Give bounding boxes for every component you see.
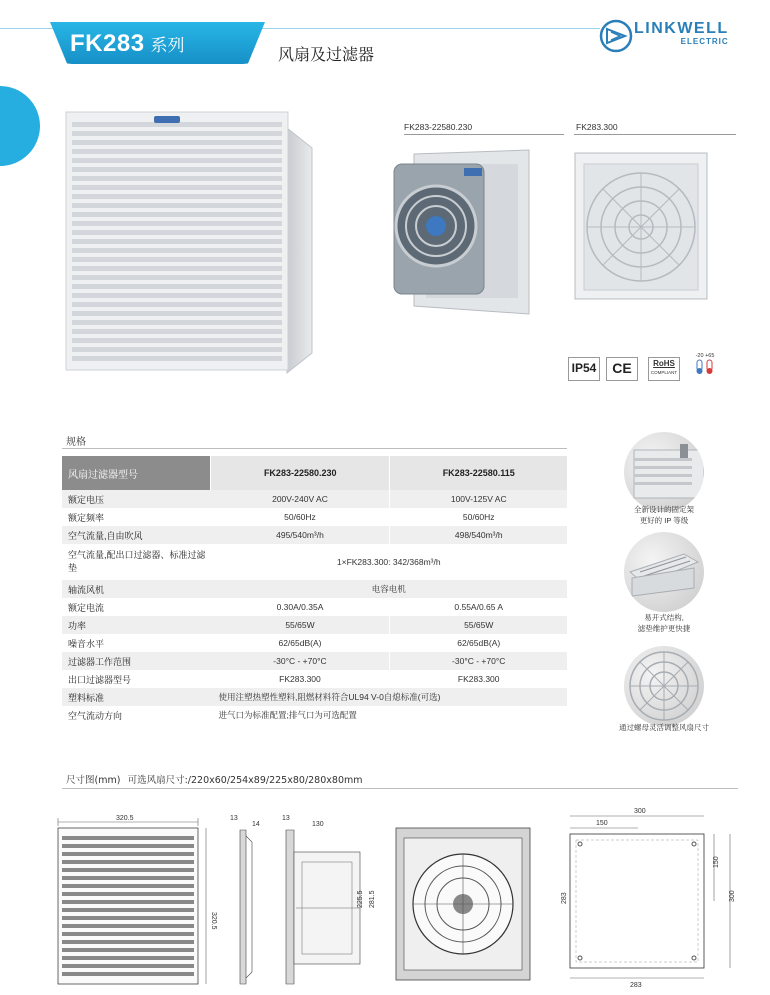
fan-filter-product-image bbox=[62, 108, 314, 378]
feature-adjust-image bbox=[624, 646, 704, 726]
cutout-width-half: 150 bbox=[596, 820, 608, 827]
spec-rule bbox=[62, 448, 567, 449]
row-value: 电容电机 bbox=[211, 580, 568, 598]
row-value: -30°C - +70°C bbox=[390, 652, 567, 670]
side2-label-b: 130 bbox=[312, 821, 324, 828]
row-label: 出口过滤器型号 bbox=[62, 670, 211, 688]
temp-range: -20 +65 bbox=[695, 353, 715, 359]
row-value: 1×FK283.300: 342/368m³/h bbox=[211, 544, 568, 580]
brand-title: LINKWELL bbox=[634, 20, 729, 37]
edge-decoration bbox=[0, 86, 40, 166]
feature-open-structure-image bbox=[624, 532, 704, 612]
table-row bbox=[62, 526, 567, 544]
row-value: 55/65W bbox=[211, 616, 390, 634]
brand-subtitle: ELECTRIC bbox=[680, 37, 729, 46]
row-value: 进气口为标准配置;排气口为可选配置 bbox=[211, 706, 568, 724]
feature-caption-line: 全新设计的固定架 bbox=[634, 505, 694, 514]
hinge-icon bbox=[624, 532, 704, 612]
brand-name bbox=[634, 20, 729, 46]
feature-caption-line: 更好的 IP 等级 bbox=[639, 516, 689, 525]
row-value: 50/60Hz bbox=[390, 508, 567, 526]
feature-caption-line: 滤垫维护更快捷 bbox=[637, 624, 691, 633]
side1-label-b: 14 bbox=[252, 821, 260, 828]
bracket-icon bbox=[624, 432, 704, 512]
cutout-width-outer: 300 bbox=[634, 808, 646, 815]
ce-badge: CE bbox=[606, 357, 638, 381]
feature-caption bbox=[604, 504, 724, 526]
cutout-height-outer: 300 bbox=[729, 890, 736, 902]
side2-label-a: 13 bbox=[282, 815, 290, 822]
spec-section-title: 规格 bbox=[66, 437, 86, 448]
row-value: 200V-240V AC bbox=[211, 490, 390, 508]
row-value: -30°C - +70°C bbox=[211, 652, 390, 670]
row-value: 0.55A/0.65 A bbox=[390, 598, 567, 616]
front-height-label: 320.5 bbox=[210, 912, 217, 930]
side1-label-a: 13 bbox=[230, 815, 238, 822]
rohs-badge bbox=[648, 357, 680, 381]
fan-assembly-image bbox=[384, 146, 534, 318]
table-row bbox=[62, 616, 567, 634]
spec-table bbox=[62, 456, 567, 724]
fan-figure-rule bbox=[404, 134, 564, 135]
row-label: 功率 bbox=[62, 616, 211, 634]
row-value: 50/60Hz bbox=[211, 508, 390, 526]
row-value: 62/65dB(A) bbox=[390, 634, 567, 652]
temperature-badge bbox=[690, 353, 720, 379]
feature-caption-line: 易开式结构, bbox=[644, 613, 684, 622]
row-value: 62/65dB(A) bbox=[211, 634, 390, 652]
table-row bbox=[62, 580, 567, 598]
row-value: 495/540m³/h bbox=[211, 526, 390, 544]
page-subtitle: 风扇及过滤器 bbox=[278, 45, 375, 64]
cutout-inner-height: 283 bbox=[561, 892, 568, 904]
row-label: 空气流量,配出口过滤器、标准过滤垫 bbox=[62, 544, 211, 580]
feature-bracket-image bbox=[624, 432, 704, 512]
side-view-drawing bbox=[228, 812, 268, 990]
cutout-drawing bbox=[556, 806, 740, 990]
feature-caption bbox=[604, 612, 724, 634]
spec-head-label: 风扇过滤器型号 bbox=[62, 456, 211, 490]
rear-view-drawing bbox=[394, 826, 534, 984]
fan-figure-label: FK283-22580.230 bbox=[404, 122, 473, 132]
row-label: 额定电流 bbox=[62, 598, 211, 616]
rohs-sub: COMPLIANT bbox=[650, 370, 678, 375]
front-width-label: 320.5 bbox=[116, 815, 134, 822]
dimension-rule bbox=[62, 788, 738, 789]
dimension-options: 可选风扇尺寸:/220x60/254x89/225x80/280x80mm bbox=[127, 775, 363, 786]
thermometer-icon bbox=[694, 359, 716, 375]
page-title bbox=[70, 30, 270, 60]
row-value: FK283.300 bbox=[211, 670, 390, 688]
row-label: 塑料标准 bbox=[62, 688, 211, 706]
cutout-height-half: 150 bbox=[713, 856, 720, 868]
side2-height-inner: 225.5 bbox=[357, 890, 364, 908]
filter-figure-label: FK283.300 bbox=[576, 122, 618, 132]
model-number: FK283 bbox=[70, 30, 145, 57]
rohs-label: RoHS bbox=[653, 359, 675, 368]
table-header-row bbox=[62, 456, 567, 490]
dimension-title: 尺寸图(mm) bbox=[66, 775, 121, 786]
row-label: 空气流量,自由吹风 bbox=[62, 526, 211, 544]
front-view-drawing bbox=[52, 812, 220, 990]
table-row bbox=[62, 544, 567, 580]
row-value: 100V-125V AC bbox=[390, 490, 567, 508]
series-label: 系列 bbox=[150, 36, 185, 55]
table-row bbox=[62, 670, 567, 688]
table-row bbox=[62, 706, 567, 724]
side-section-drawing bbox=[276, 812, 386, 990]
row-value: 0.30A/0.35A bbox=[211, 598, 390, 616]
row-label: 空气流动方向 bbox=[62, 706, 211, 724]
feature-caption: 通过螺母灵活调整风扇尺寸 bbox=[619, 723, 709, 732]
row-value: 使用注塑热塑性塑料,阻燃材料符合UL94 V-0自熄标准(可选) bbox=[211, 688, 568, 706]
row-label: 额定频率 bbox=[62, 508, 211, 526]
ip54-badge: IP54 bbox=[568, 357, 600, 381]
row-label: 过滤器工作范围 bbox=[62, 652, 211, 670]
filter-figure-rule bbox=[574, 134, 736, 135]
row-label: 轴流风机 bbox=[62, 580, 211, 598]
spec-head-model-1: FK283-22580.230 bbox=[211, 456, 390, 490]
dimension-section-title bbox=[66, 772, 363, 786]
filter-panel-image bbox=[574, 152, 708, 300]
row-value: FK283.300 bbox=[390, 670, 567, 688]
row-value: 498/540m³/h bbox=[390, 526, 567, 544]
row-value: 55/65W bbox=[390, 616, 567, 634]
table-row bbox=[62, 634, 567, 652]
row-label: 额定电压 bbox=[62, 490, 211, 508]
spec-head-model-2: FK283-22580.115 bbox=[390, 456, 567, 490]
grille-icon bbox=[624, 646, 704, 726]
table-row bbox=[62, 598, 567, 616]
row-label: 噪音水平 bbox=[62, 634, 211, 652]
table-row bbox=[62, 652, 567, 670]
table-row bbox=[62, 490, 567, 508]
cutout-inner-width: 283 bbox=[630, 982, 642, 989]
side2-height-outer: 281.5 bbox=[369, 890, 376, 908]
table-row bbox=[62, 688, 567, 706]
table-row bbox=[62, 508, 567, 526]
